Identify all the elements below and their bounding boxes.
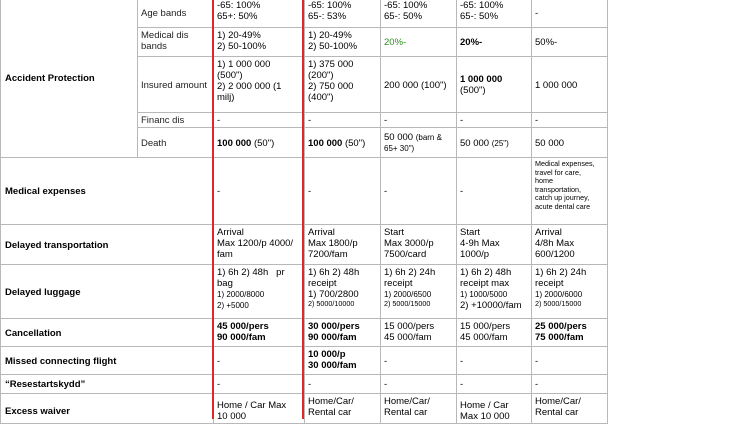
cell: - <box>532 113 608 128</box>
subrow-label-death: Death <box>138 128 214 158</box>
cell: - <box>305 375 381 394</box>
cell: Home / Car Max 10 000 <box>457 394 532 424</box>
row-label-excess-waiver: Excess waiver <box>1 394 214 424</box>
highlight-line-left <box>212 0 214 419</box>
cell: 1) 6h 2) 48h receipt max 1) 1000/5000 2) +10000/fam <box>457 265 532 319</box>
cell: 200 000 (100") <box>381 57 457 113</box>
cell: 1) 375 000 (200") 2) 750 000 (400") <box>305 57 381 113</box>
cell: - <box>214 347 305 375</box>
subrow-label-financ-dis: Financ dis <box>138 113 214 128</box>
cell: - <box>457 158 532 225</box>
highlight-line-right <box>302 0 304 419</box>
row-label-medical-expenses: Medical expenses <box>1 158 214 225</box>
cell: - <box>457 113 532 128</box>
row-label-accident-protection: Accident Protection <box>1 0 138 158</box>
row-label-missed-connecting-flight: Missed connecting flight <box>1 347 214 375</box>
cell: 30 000/pers 90 000/fam <box>305 319 381 347</box>
subrow-label-insured-amount: Insured amount <box>138 57 214 113</box>
cell: Arrival 4/8h Max 600/1200 <box>532 225 608 265</box>
cell: 50 000 (25") <box>457 128 532 158</box>
table-row <box>1 319 608 347</box>
cell: Medical expenses, travel for care, home transportation, catch up journey, acute dental care <box>532 158 608 225</box>
cell: - <box>532 0 608 28</box>
table-row <box>1 375 608 394</box>
cell: - <box>457 375 532 394</box>
cell: 20%- <box>381 28 457 57</box>
cell: 100 000 (50") <box>214 128 305 158</box>
cell: Arrival Max 1200/p 4000/ fam <box>214 225 305 265</box>
cell: 1) 6h 2) 48h receipt 1) 700/2800 2) 5000/10000 <box>305 265 381 319</box>
row-label-delayed-transportation: Delayed transportation <box>1 225 214 265</box>
cell: 50 000 (barn & 65+ 30") <box>381 128 457 158</box>
table-row <box>1 347 608 375</box>
subrow-label-age-bands: Age bands <box>138 0 214 28</box>
cell: - <box>214 158 305 225</box>
cell: 50 000 <box>532 128 608 158</box>
cell: -65: 100% 65+: 50% <box>214 0 305 28</box>
cell: Arrival Max 1800/p 7200/fam <box>305 225 381 265</box>
cell: 1) 20-49% 2) 50-100% <box>214 28 305 57</box>
table-row <box>1 0 608 28</box>
cell: Start Max 3000/p 7500/card <box>381 225 457 265</box>
cell: 1) 20-49% 2) 50-100% <box>305 28 381 57</box>
cell: -65: 100% 65-: 50% <box>381 0 457 28</box>
cell: 1 000 000 (500") <box>457 57 532 113</box>
row-label-resestartskydd: “Resestartskydd” <box>1 375 214 394</box>
table-row <box>1 225 608 265</box>
cell: 1) 6h 2) 24h receipt 1) 2000/6500 2) 5000/15000 <box>381 265 457 319</box>
row-label-delayed-luggage: Delayed luggage <box>1 265 214 319</box>
cell: 50%- <box>532 28 608 57</box>
cell: 1 000 000 <box>532 57 608 113</box>
cell: -65: 100% 65-: 53% <box>305 0 381 28</box>
table-row <box>1 158 608 225</box>
cell: - <box>457 347 532 375</box>
cell: - <box>532 375 608 394</box>
table-row <box>1 265 608 319</box>
cell: 10 000/p 30 000/fam <box>305 347 381 375</box>
cell: Home / Car Max 10 000 <box>214 394 305 424</box>
cell: Home/Car/ Rental car <box>381 394 457 424</box>
cell: - <box>305 158 381 225</box>
cell: - <box>381 113 457 128</box>
cell: - <box>305 113 381 128</box>
cell: 25 000/pers 75 000/fam <box>532 319 608 347</box>
cell: Start 4-9h Max 1000/p <box>457 225 532 265</box>
cell: 15 000/pers 45 000/fam <box>381 319 457 347</box>
cell: - <box>381 347 457 375</box>
cell: -65: 100% 65-: 50% <box>457 0 532 28</box>
cell: - <box>381 158 457 225</box>
cell: 20%- <box>457 28 532 57</box>
cell: 1) 6h 2) 48h pr bag 1) 2000/8000 2) +5000 <box>214 265 305 319</box>
cell: Home/Car/ Rental car <box>305 394 381 424</box>
row-label-cancellation: Cancellation <box>1 319 214 347</box>
cell: 1) 1 000 000 (500") 2) 2 000 000 (1 milj) <box>214 57 305 113</box>
subrow-label-medical-dis-bands: Medical dis bands <box>138 28 214 57</box>
cell: - <box>381 375 457 394</box>
cell: 1) 6h 2) 24h receipt 1) 2000/6000 2) 5000/15000 <box>532 265 608 319</box>
cell: Home/Car/ Rental car <box>532 394 608 424</box>
cell: - <box>532 347 608 375</box>
cell: - <box>214 113 305 128</box>
cell: 15 000/pers 45 000/fam <box>457 319 532 347</box>
cell: - <box>214 375 305 394</box>
table-row <box>1 394 608 424</box>
cell: 100 000 (50") <box>305 128 381 158</box>
cell: 45 000/pers 90 000/fam <box>214 319 305 347</box>
